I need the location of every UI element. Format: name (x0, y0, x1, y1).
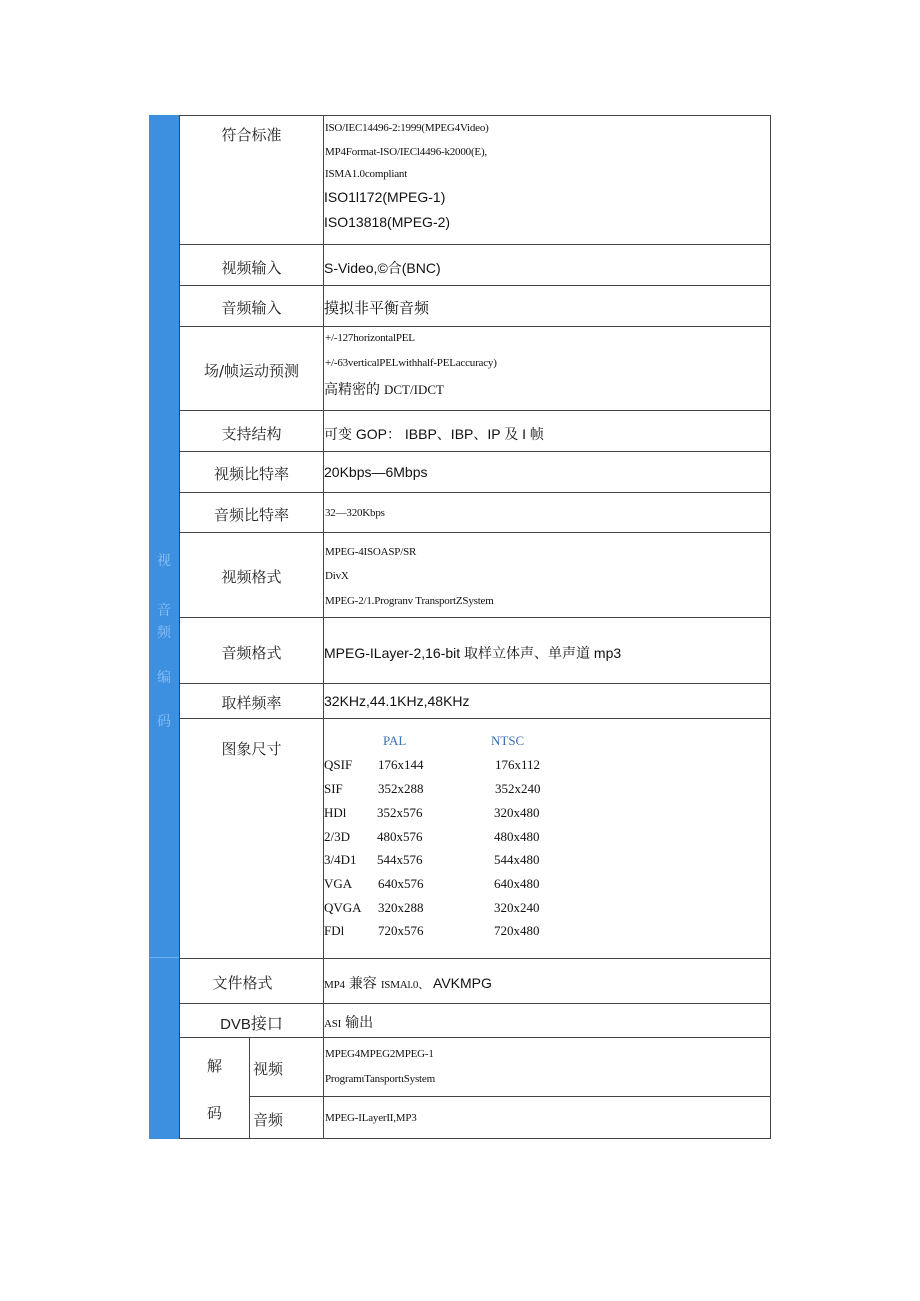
image-size-ntsc: 480x480 (494, 829, 540, 844)
decode-video-line: MPEG4MPEG2MPEG-1 (325, 1048, 434, 1060)
decode-label-top: 解 (206, 1057, 222, 1075)
band-divider (149, 957, 179, 958)
image-size-format: FDl (324, 923, 345, 938)
image-size-format: 2/3D (324, 829, 350, 844)
row-label-video-bitrate: 视频比特率 (213, 465, 289, 483)
row-label-sampling: 取样频率 (221, 694, 282, 712)
image-size-pal: 480x576 (377, 829, 423, 844)
side-category-band (149, 115, 179, 1139)
file-format-avk: AVKMPG (433, 975, 492, 991)
image-size-ntsc: 320x240 (494, 900, 540, 915)
dvb-value (324, 1012, 373, 1032)
decode-audio-label: 音频 (252, 1111, 283, 1129)
row-label-standards: 符合标准 (221, 126, 282, 144)
row-label-structure: 支持结构 (221, 425, 282, 443)
decode-audio-value: MPEG-ILayerII,MP3 (325, 1112, 417, 1124)
motion-line: +/-63verticalPELwithhalf-PELaccuracy) (325, 357, 497, 369)
motion-line: +/-127horizontalPEL (325, 332, 415, 344)
file-format-compat: 兼容 (348, 976, 377, 992)
file-format-isma: ISMAl.0、 (380, 979, 430, 991)
image-size-pal: 544x576 (377, 852, 423, 867)
video-format-line: MPEG-4ISOASP/SR (325, 546, 417, 558)
image-size-format: QSIF (324, 757, 353, 772)
sampling-value: 32KHz,44.1KHz,48KHz (324, 693, 470, 709)
standard-line: ISO/IEC14496-2:1999(MPEG4Video) (325, 122, 489, 134)
image-size-format: VGA (324, 876, 353, 891)
image-size-format: 3/4D1 (324, 852, 357, 867)
row-label-audio-format: 音频格式 (221, 644, 282, 662)
image-size-pal: 320x288 (378, 900, 424, 915)
image-size-format: SIF (324, 781, 343, 796)
image-size-pal: 720x576 (378, 923, 424, 938)
image-size-format: QVGA (324, 900, 362, 915)
file-format-mp4: MP4 (324, 979, 345, 991)
side-label-char: 码 (157, 714, 171, 730)
side-label-char: 视 (157, 553, 171, 569)
motion-line3-latin: DCT/IDCT (384, 382, 444, 397)
video-bitrate-value: 20Kbps—6Mbps (324, 464, 428, 480)
row-label-video-input: 视频输入 (221, 259, 282, 277)
image-size-header-pal: PAL (383, 733, 407, 748)
motion-line3-cjk: 高精密的 (324, 382, 380, 398)
image-size-ntsc: 352x240 (495, 781, 541, 796)
standard-line: ISMA1.0compliant (325, 168, 408, 180)
image-size-ntsc: 720x480 (494, 923, 540, 938)
image-size-pal: 352x576 (377, 805, 423, 820)
image-size-pal: 640x576 (378, 876, 424, 891)
standard-line: ISO13818(MPEG-2) (324, 214, 451, 230)
audio-bitrate-value: 32—320Kbps (325, 507, 385, 519)
decode-video-label: 视频 (252, 1060, 283, 1078)
video-format-line: DivX (325, 570, 349, 582)
image-size-ntsc: 544x480 (494, 852, 540, 867)
side-label-char: 音 (157, 603, 171, 619)
image-size-ntsc: 320x480 (494, 805, 540, 820)
image-size-ntsc: 176x112 (495, 757, 541, 772)
row-label-file-format: 文件格式 (212, 974, 273, 992)
row-label-audio-bitrate: 音频比特率 (213, 506, 289, 524)
file-format-value (324, 973, 492, 993)
row-label-dvb (180, 1011, 323, 1034)
image-size-format: HDl (324, 805, 347, 820)
side-label-char: 频 (157, 625, 171, 641)
standard-line: ISO1l172(MPEG-1) (324, 189, 446, 205)
dvb-value-asi: ASI (324, 1018, 342, 1030)
motion-line (324, 379, 444, 399)
audio-input-value: 摸拟非平衡音频 (324, 299, 430, 317)
row-label-audio-input: 音频输入 (221, 299, 282, 317)
structure-value: 可变 GOP： IBBP、IBP、IP 及 I 帧 (324, 426, 544, 442)
image-size-pal: 352x288 (378, 781, 424, 796)
dvb-value-output: 输出 (345, 1015, 374, 1031)
row-label-video-format: 视频格式 (221, 568, 282, 586)
side-label-char: 编 (157, 670, 171, 686)
standard-line: MP4Format-ISO/IECl4496-k2000(E), (325, 146, 487, 158)
image-size-pal: 176x144 (378, 757, 424, 772)
decode-label-bottom: 码 (206, 1104, 222, 1122)
video-input-value: S-Video,©合(BNC) (324, 260, 441, 276)
dvb-label-latin: DVB (220, 1016, 251, 1033)
decode-video-line: ProgramɩTansportɩSystem (325, 1073, 435, 1085)
row-label-motion: 场/帧运动预测 (203, 362, 300, 380)
row-label-image-size: 图象尺寸 (221, 740, 282, 758)
video-format-line: MPEG-2/1.Progranv TransportZSystem (325, 595, 494, 607)
dvb-label-cjk: 接口 (250, 1014, 283, 1033)
image-size-header-ntsc: NTSC (491, 733, 525, 748)
image-size-ntsc: 640x480 (494, 876, 540, 891)
audio-format-value: MPEG-ILayer-2,16-bit 取样立体声、单声道 mp3 (324, 645, 622, 661)
